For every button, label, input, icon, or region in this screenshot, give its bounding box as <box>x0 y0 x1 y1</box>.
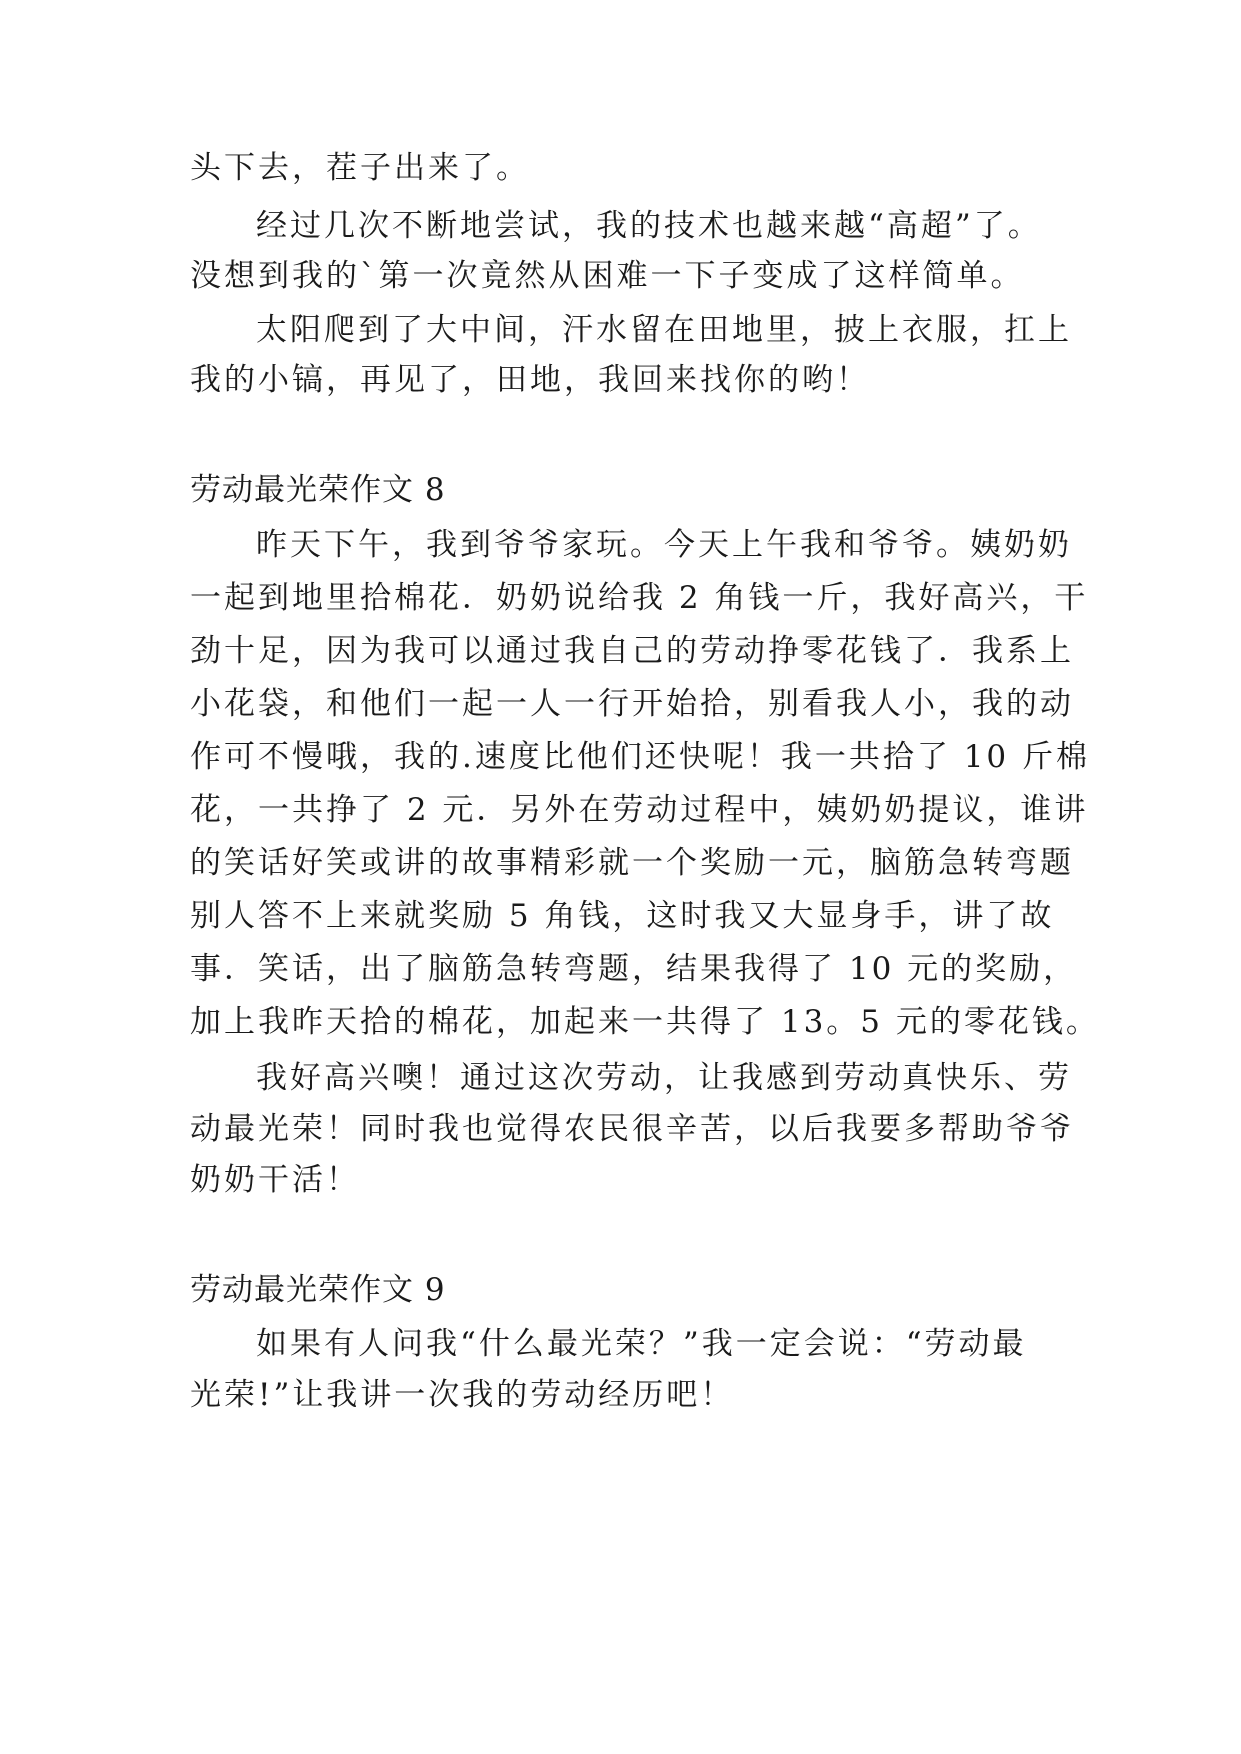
text-line: 我的小镐，再见了，田地，我回来找你的哟！ <box>190 362 870 398</box>
text-line: 加上我昨天拾的棉花，加起来一共得了 13。5 元的零花钱。 <box>190 1004 1100 1040</box>
text-line: 劲十足，因为我可以通过我自己的劳动挣零花钱了．我系上 <box>190 633 1074 669</box>
text-line: 的笑话好笑或讲的故事精彩就一个奖励一元，脑筋急转弯题 <box>190 845 1074 881</box>
text-line: 事．笑话，出了脑筋急转弯题，结果我得了 10 元的奖励， <box>190 951 1078 987</box>
paragraph-start: 昨天下午，我到爷爷家玩。今天上午我和爷爷。姨奶奶 <box>256 527 1072 563</box>
paragraph-start: 如果有人问我“什么最光荣？”我一定会说：“劳动最 <box>256 1326 1027 1362</box>
text-line: 小花袋，和他们一起一人一行开始拾，别看我人小，我的动 <box>190 686 1074 722</box>
text-line: 奶奶干活！ <box>190 1162 360 1198</box>
text-line: 头下去，茬子出来了。 <box>190 150 530 186</box>
text-line: 没想到我的`第一次竟然从困难一下子变成了这样简单。 <box>190 258 1025 294</box>
text-line: 花，一共挣了 2 元．另外在劳动过程中，姨奶奶提议，谁讲 <box>190 792 1089 828</box>
paragraph-start: 经过几次不断地尝试，我的技术也越来越“高超”了。 <box>256 208 1042 244</box>
paragraph-start: 我好高兴噢！通过这次劳动，让我感到劳动真快乐、劳 <box>256 1060 1072 1096</box>
section-heading: 劳动最光荣作文 9 <box>190 1272 446 1308</box>
text-line: 一起到地里拾棉花．奶奶说给我 2 角钱一斤，我好高兴，干 <box>190 580 1089 616</box>
paragraph-start: 太阳爬到了大中间，汗水留在田地里，披上衣服，扛上 <box>256 312 1072 348</box>
section-heading: 劳动最光荣作文 8 <box>190 472 446 508</box>
text-line: 别人答不上来就奖励 5 角钱，这时我又大显身手，讲了故 <box>190 898 1055 934</box>
text-line: 光荣!”让我讲一次我的劳动经历吧！ <box>190 1377 735 1413</box>
text-line: 动最光荣！同时我也觉得农民很辛苦，以后我要多帮助爷爷 <box>190 1111 1074 1147</box>
document-page <box>190 0 1100 1754</box>
text-line: 作可不慢哦，我的.速度比他们还快呢！我一共拾了 10 斤棉 <box>190 739 1091 775</box>
